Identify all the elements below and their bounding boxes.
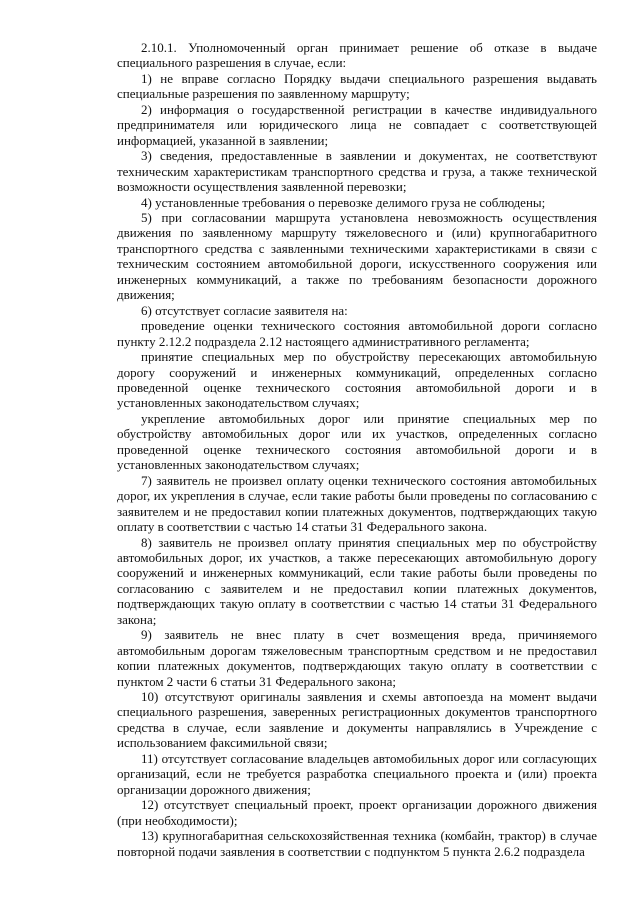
paragraph-item-6-sub-2: принятие специальных мер по обустройству пересекающих автомобильную дорогу сооружений и инженерных коммуникаций, определенных согласно проведенной оценке технического состояния автомобильной дороги и в установленных законодательством случаях; <box>117 349 597 411</box>
paragraph-item-6-sub-1: проведение оценки технического состояния автомобильной дороги согласно пункту 2.12.2 подраздела 2.12 настоящего административного регламента; <box>117 318 597 349</box>
paragraph-item-7: 7) заявитель не произвел оплату оценки технического состояния автомобильных дорог, их укрепления в случае, если такие работы были проведены по согласованию с заявителем и не предоставил копии платежных документов, подтверждающих такую оплату в соответствии с частью 14 статьи 31 Федерального закона. <box>117 472 597 535</box>
paragraph-item-2: 2) информация о государственной регистрации в качестве индивидуального предпринимателя или юридического лица не совпадает с соответствующей информацией, указанной в заявлении; <box>117 101 597 148</box>
paragraph-item-9: 9) заявитель не внес плату в счет возмещения вреда, причиняемого автомобильным дорогам тяжеловесным транспортным средством и не предоставил копии платежных документов, подтверждающих такую оплату в соответствии с пунктом 2 части 6 статьи 31 Федерального закона; <box>117 627 597 689</box>
paragraph-item-12: 12) отсутствует специальный проект, проект организации дорожного движения (при необходимости); <box>117 797 597 828</box>
paragraph-item-1: 1) не вправе согласно Порядку выдачи специального разрешения выдавать специальные разрешения по заявленному маршруту; <box>117 70 597 102</box>
paragraph-item-3: 3) сведения, предоставленные в заявлении и документах, не соответствуют техническим характеристикам транспортного средства и груза, а также технической возможности осуществления заявленной перевозки; <box>117 148 597 195</box>
paragraph-item-6-sub-3: укрепление автомобильных дорог или принятие специальных мер по обустройству автомобильных дорог или их участков, определенных согласно проведенной оценке технического состояния автомобильной дороги и в установленных законодательством случаях; <box>117 410 597 473</box>
paragraph-item-11: 11) отсутствует согласование владельцев автомобильных дорог или согласующих организаций, если не требуется разработка специального проекта и (или) проекта организации дорожного движения; <box>117 750 597 797</box>
paragraph-item-10: 10) отсутствуют оригиналы заявления и схемы автопоезда на момент выдачи специального разрешения, заверенных регистрационных документов транспортного средства в случае, если заявление и документы направлялись в Учреждение с использованием факсимильной связи; <box>117 689 597 751</box>
paragraph-item-6: 6) отсутствует согласие заявителя на: <box>141 302 348 318</box>
paragraph-item-4: 4) установленные требования о перевозке делимого груза не соблюдены; <box>141 194 546 210</box>
document-body <box>117 40 597 859</box>
paragraph-2-10-1: 2.10.1. Уполномоченный орган принимает решение об отказе в выдаче специального разрешения в случае, если: <box>117 40 597 71</box>
paragraph-item-8: 8) заявитель не произвел оплату принятия специальных мер по обустройству автомобильных дорог, их участков, а также пересекающих автомобильную дорогу сооружений и инженерных коммуникаций, если такие работы были проведены по согласованию с заявителем и не предоставил копии платежных документов, подтверждающих такую оплату в соответствии с частью 14 статьи 31 Федерального закона; <box>117 534 597 627</box>
paragraph-item-13: 13) крупногабаритная сельскохозяйственная техника (комбайн, трактор) в случае повторной подачи заявления в соответствии с подпунктом 5 пункта 2.6.2 подраздела <box>117 828 597 859</box>
paragraph-item-5: 5) при согласовании маршрута установлена невозможность осуществления движения по заявленному маршруту тяжеловесного и (или) крупногабаритного транспортного средства с заявленными техническими характеристиками в связи с техническим состоянием автомобильной дороги, искусственного сооружения или инженерных коммуникаций, а также по требованиям безопасности дорожного движения; <box>117 209 597 303</box>
